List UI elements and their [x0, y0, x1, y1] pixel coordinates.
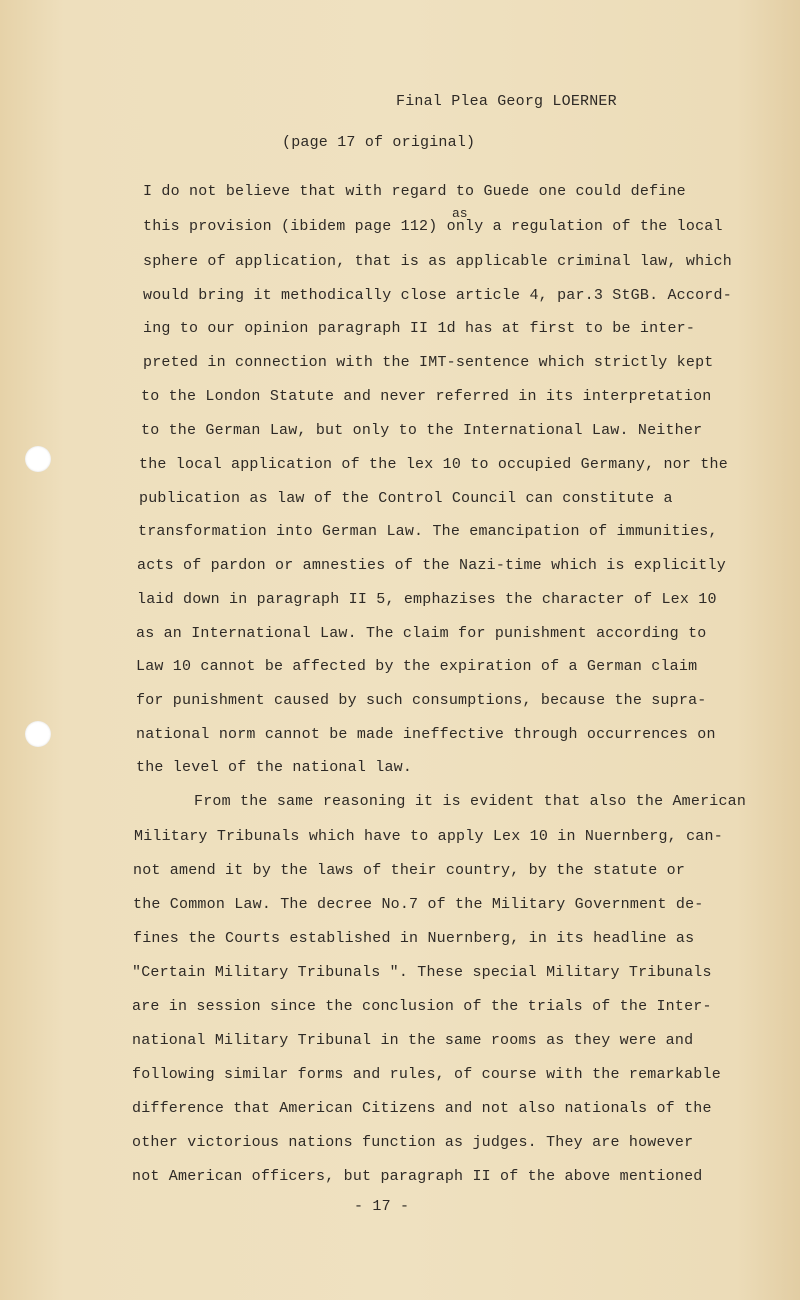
body-line: to the German Law, but only to the International Law. Neither [141, 422, 703, 439]
body-line: Military Tribunals which have to apply Lex 10 in Nuernberg, can- [134, 828, 723, 845]
body-line: other victorious nations function as judges. They are however [132, 1134, 694, 1151]
punch-hole-top [25, 446, 51, 472]
body-line: transformation into German Law. The emancipation of immunities, [138, 523, 718, 540]
body-line: national norm cannot be made ineffective through occurrences on [136, 726, 716, 743]
body-line: as an International Law. The claim for punishment according to [136, 625, 707, 642]
body-line: are in session since the conclusion of the trials of the Inter- [132, 998, 712, 1015]
page-reference: (page 17 of original) [282, 134, 476, 151]
body-line: sphere of application, that is as applicable criminal law, which [143, 253, 732, 270]
body-line: I do not believe that with regard to Guede one could define [143, 183, 686, 200]
body-line: the local application of the lex 10 to occupied Germany, nor the [139, 456, 728, 473]
body-line: would bring it methodically close article 4, par.3 StGB. Accord- [143, 287, 732, 304]
body-line: publication as law of the Control Council can constitute a [139, 490, 673, 507]
body-line: this provision (ibidem page 112) only a regulation of the local [143, 218, 723, 235]
body-line: following similar forms and rules, of course with the remarkable [132, 1066, 721, 1083]
body-line: the Common Law. The decree No.7 of the Military Government de- [133, 896, 704, 913]
body-line: preted in connection with the IMT-sentence which strictly kept [143, 354, 714, 371]
body-line: Law 10 cannot be affected by the expiration of a German claim [136, 658, 698, 675]
body-line: not American officers, but paragraph II of the above mentioned [132, 1168, 703, 1185]
body-line: fines the Courts established in Nuernberg, in its headline as [133, 930, 695, 947]
body-line: national Military Tribunal in the same rooms as they were and [132, 1032, 694, 1049]
body-line: ing to our opinion paragraph II 1d has at first to be inter- [143, 320, 696, 337]
punch-hole-bottom [25, 721, 51, 747]
body-line: acts of pardon or amnesties of the Nazi-time which is explicitly [137, 557, 726, 574]
body-line: From the same reasoning it is evident that also the American [194, 793, 747, 810]
body-line: not amend it by the laws of their country, by the statute or [133, 862, 686, 879]
document-title: Final Plea Georg LOERNER [396, 93, 617, 110]
body-line: difference that American Citizens and not also nationals of the [132, 1100, 712, 1117]
body-line: to the London Statute and never referred in its interpretation [141, 388, 712, 405]
page-number: - 17 - [354, 1198, 410, 1215]
handwritten-insertion: as [452, 206, 468, 221]
body-line: "Certain Military Tribunals ". These special Military Tribunals [132, 964, 712, 981]
body-line: for punishment caused by such consumptions, because the supra- [136, 692, 707, 709]
body-line: laid down in paragraph II 5, emphazises the character of Lex 10 [137, 591, 717, 608]
body-line: the level of the national law. [136, 759, 413, 776]
